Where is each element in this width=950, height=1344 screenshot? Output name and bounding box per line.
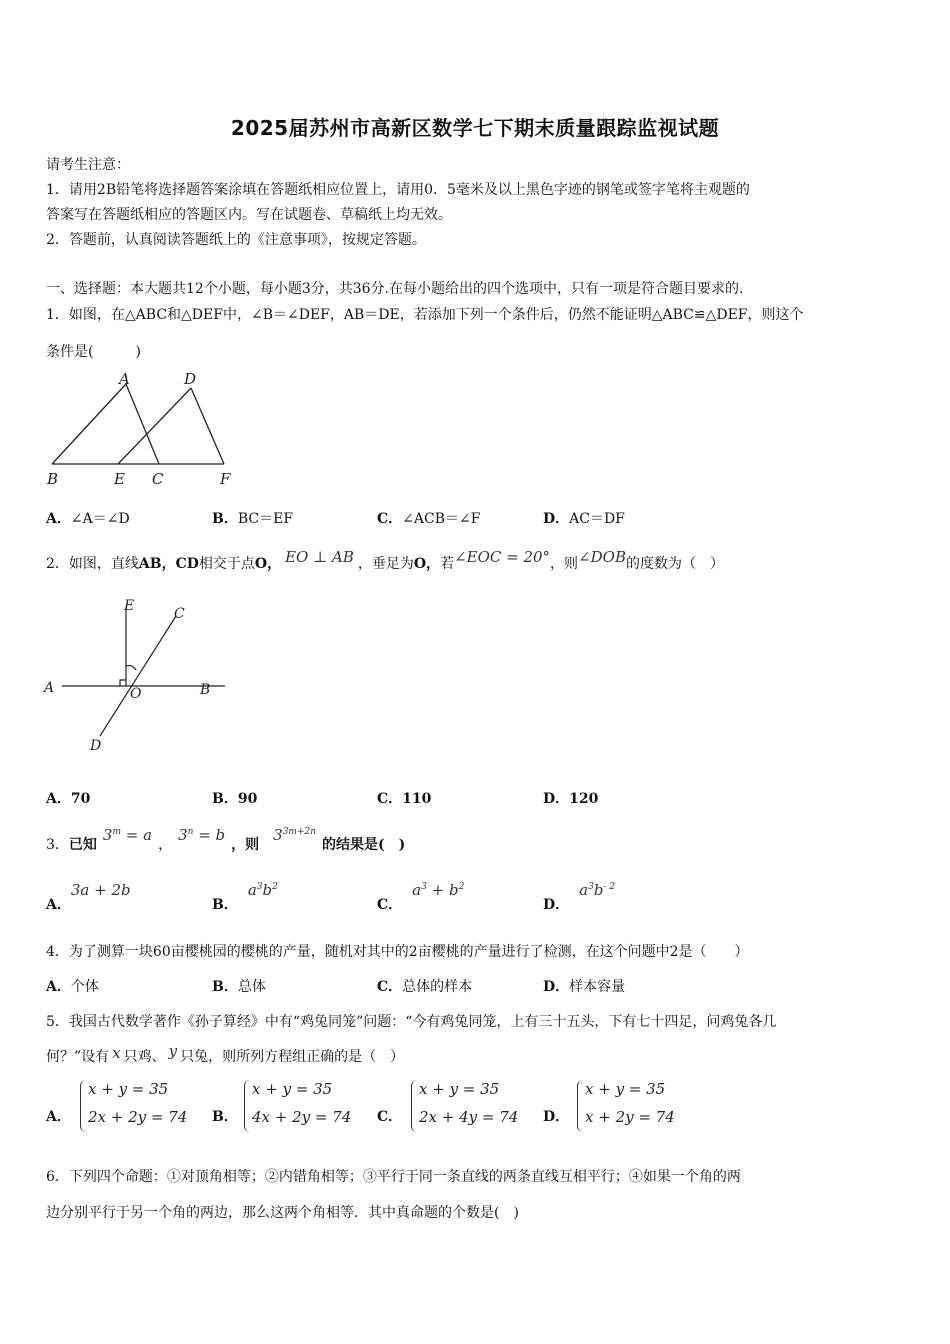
q5-option-a[interactable]: A． x + y = 35 2x + 2y = 74 xyxy=(46,1076,206,1136)
q3-option-d[interactable]: D．$a^3b^{- 2}$ xyxy=(543,881,616,913)
q5-option-c-brace xyxy=(411,1080,418,1132)
q4-stem: 4．为了测算一块60亩樱桃园的樱桃的产量，随机对其中的2亩樱桃的产量进行了检测，在这个问题中2是（ ） xyxy=(46,944,749,960)
notice-heading: 请考生注意： xyxy=(46,157,130,173)
q5-option-b-brace xyxy=(244,1080,251,1132)
q2-option-b[interactable]: B．90 xyxy=(212,791,258,807)
q1-line-ac xyxy=(126,384,159,464)
q2-label-c: C xyxy=(174,606,185,622)
q5-option-b[interactable]: B． x + y = 35 4x + 2y = 74 xyxy=(212,1076,372,1136)
q3-option-c[interactable]: C．$a^3 + b^2$ xyxy=(377,881,465,913)
q3-stem: 3．已知$3^m = a$，$3^n = b$，则$3^{3m+2n}$的结果是( ) xyxy=(46,826,406,853)
q2-figure xyxy=(40,596,230,756)
q2-stem: 2．如图，直线AB，CD相交于点O， EO ⊥ AB ，垂足为O，若∠EOC = 20°，则∠DOB的度数为（ ） xyxy=(46,548,724,572)
q3-option-b[interactable]: B．$a^3b^2$ xyxy=(212,881,278,913)
q2-label-b: B xyxy=(200,682,211,698)
q5-option-d-brace xyxy=(577,1080,584,1132)
q1-line-ba xyxy=(52,384,126,464)
q2-option-c[interactable]: C．110 xyxy=(377,791,432,807)
q2-math-angle-eoc: ∠EOC = 20° xyxy=(454,548,551,566)
q2-math-angle-dob: ∠DOB xyxy=(578,548,626,566)
q4-option-a[interactable]: A．个体 xyxy=(46,979,99,995)
q1-figure xyxy=(44,368,240,492)
q1-label-e: E xyxy=(114,470,125,488)
q6-stem-line1: 6．下列四个命题：①对顶角相等；②内错角相等；③平行于同一条直线的两条直线互相平行；④如果一个角的两 xyxy=(46,1169,741,1185)
notice-item1-line2: 答案写在答题纸相应的答题区内。写在试题卷、草稿纸上均无效。 xyxy=(46,207,452,223)
q1-option-b[interactable]: B．BC＝EF xyxy=(212,511,294,527)
q1-label-f: F xyxy=(220,470,231,488)
q4-option-c[interactable]: C．总体的样本 xyxy=(377,979,473,995)
q2-angle-arc xyxy=(126,666,136,671)
q2-option-d[interactable]: D．120 xyxy=(543,791,599,807)
q1-label-d: D xyxy=(184,370,197,388)
q3-option-a[interactable]: A．3a + 2b xyxy=(46,881,131,913)
q2-label-o: O xyxy=(130,686,142,702)
q5-option-d[interactable]: D． x + y = 35 x + 2y = 74 xyxy=(543,1076,703,1136)
q1-label-b: B xyxy=(47,470,59,488)
q2-label-d: D xyxy=(90,738,102,754)
q2-right-angle-mark xyxy=(120,680,126,686)
q3-math-3n: $3^n = b$ xyxy=(178,826,226,844)
q5-option-a-brace xyxy=(80,1080,87,1132)
q2-option-a[interactable]: A．70 xyxy=(46,791,91,807)
notice-item1-line1: 1．请用2B铅笔将选择题答案涂填在答题纸相应位置上，请用0．5毫米及以上黑色字迹的钢笔或签字笔将主观题的 xyxy=(46,182,750,198)
q3-math-3m: $3^m = a$ xyxy=(102,826,153,844)
q5-stem-line2: 何？”设有 x 只鸡、 y 只兔，则所列方程组正确的是（ ） xyxy=(46,1042,405,1065)
q5-stem-line1: 5．我国古代数学著作《孙子算经》中有“鸡兔同笼”问题：“今有鸡兔同笼，上有三十五头，下有七十四足，问鸡兔各几 xyxy=(46,1014,777,1030)
q1-option-c[interactable]: C．∠ACB＝∠F xyxy=(377,511,481,527)
q1-stem-line1: 1．如图，在△ABC和△DEF中，∠B＝∠DEF，AB＝DE，若添加下列一个条件后，仍然不能证明△ABC≌△DEF，则这个 xyxy=(46,307,804,323)
page-title: 2025届苏州市高新区数学七下期末质量跟踪监视试题 xyxy=(230,116,720,140)
q1-stem-line2: 条件是( ) xyxy=(46,344,141,360)
q5-option-c[interactable]: C． x + y = 35 2x + 4y = 74 xyxy=(377,1076,537,1136)
q1-label-a: A xyxy=(119,370,130,388)
q2-math-perp: EO ⊥ AB xyxy=(285,548,354,566)
q1-option-a[interactable]: A．∠A＝∠D xyxy=(46,511,130,527)
q2-label-e: E xyxy=(124,598,135,614)
q4-option-d[interactable]: D．样本容量 xyxy=(543,979,626,995)
q2-line-cd xyxy=(100,616,176,736)
q1-line-df xyxy=(191,388,224,464)
q1-option-d[interactable]: D．AC＝DF xyxy=(543,511,625,527)
q2-label-a: A xyxy=(44,680,55,696)
q6-stem-line2: 边分别平行于另一个角的两边，那么这两个角相等．其中真命题的个数是( ) xyxy=(46,1205,519,1221)
q3-math-3m2n: $3^{3m+2n}$ xyxy=(273,826,317,844)
section-heading: 一、选择题：本大题共12个小题，每小题3分，共36分.在每小题给出的四个选项中，只有一项是符合题目要求的. xyxy=(46,281,744,297)
q4-option-b[interactable]: B．总体 xyxy=(212,979,266,995)
notice-item2: 2．答题前，认真阅读答题纸上的《注意事项》，按规定答题。 xyxy=(46,232,426,248)
q1-label-c: C xyxy=(152,470,164,488)
